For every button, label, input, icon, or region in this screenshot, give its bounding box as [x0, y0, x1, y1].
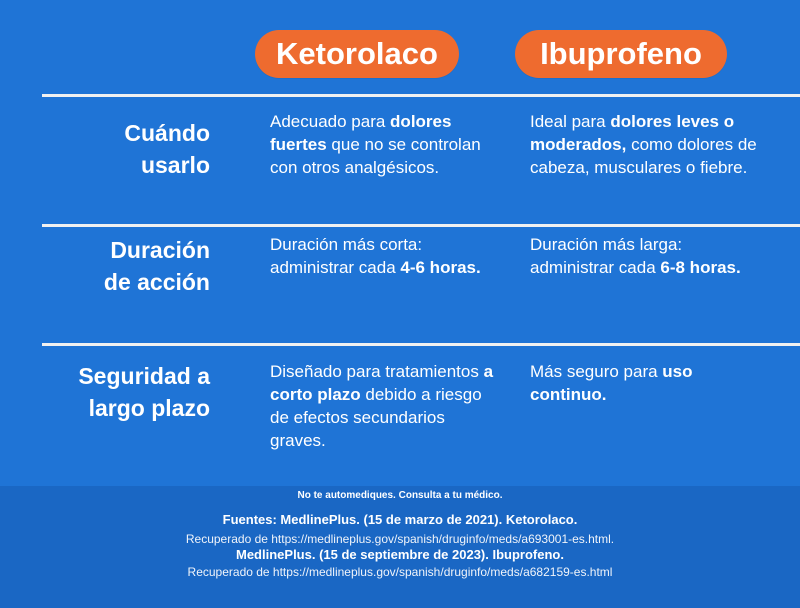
- cell-ibuprofeno-cuando: [530, 110, 770, 179]
- emphasis-text: dolores leves o moderados,: [530, 112, 735, 154]
- row-label-line: Cuándo: [124, 120, 210, 146]
- divider: [42, 343, 800, 346]
- source-ketorolaco-url: Recuperado de https://medlineplus.gov/spanish/druginfo/meds/a693001-es.html.: [185, 532, 615, 546]
- divider: [42, 94, 800, 97]
- cell-text: Más seguro para: [530, 362, 663, 381]
- cell-ketorolaco-seguridad: [270, 360, 500, 452]
- divider: [42, 224, 800, 227]
- cell-text: Diseñado para tratamientos: [270, 362, 484, 381]
- emphasis-text: uso continuo.: [530, 362, 693, 404]
- cell-text: Duración más corta: administrar cada: [270, 235, 423, 277]
- header-ketorolaco: Ketorolaco: [255, 30, 459, 78]
- cell-ibuprofeno-duracion: [530, 233, 770, 279]
- cell-ketorolaco-duracion: [270, 233, 506, 279]
- source-ibuprofeno-url: Recuperado de https://medlineplus.gov/spanish/druginfo/meds/a682159-es.html: [187, 565, 613, 579]
- row-label-line: usarlo: [140, 152, 210, 178]
- cell-ibuprofeno-seguridad: [530, 360, 770, 406]
- cell-text: que no se controlan con otros analgésicos.: [270, 135, 481, 177]
- cell-text: Adecuado para: [270, 112, 391, 131]
- source-ibuprofeno: MedlinePlus. (15 de septiembre de 2023). Ibuprofeno.: [236, 547, 564, 562]
- footer: [0, 486, 800, 608]
- emphasis-text: 4-6 horas.: [400, 258, 481, 277]
- row-label-duracion: [20, 234, 210, 298]
- cell-text: como dolores de cabeza, musculares o fiebre.: [530, 135, 757, 177]
- row-label-cuando-usarlo: [20, 117, 210, 181]
- emphasis-text: a corto plazo: [270, 362, 494, 404]
- row-label-line: Duración: [110, 237, 210, 263]
- cell-text: Duración más larga: administrar cada: [530, 235, 683, 277]
- row-label-seguridad: [20, 360, 210, 424]
- cell-text: Ideal para: [530, 112, 611, 131]
- cell-ketorolaco-cuando: [270, 110, 506, 179]
- cell-text: debido a riesgo de efectos secundarios graves.: [270, 385, 482, 450]
- row-label-line: Seguridad a: [78, 363, 210, 389]
- header-ibuprofeno: Ibuprofeno: [515, 30, 727, 78]
- row-label-line: largo plazo: [88, 395, 210, 421]
- disclaimer: No te automediques. Consulta a tu médico.: [297, 490, 503, 501]
- emphasis-text: dolores fuertes: [270, 112, 452, 154]
- emphasis-text: 6-8 horas.: [660, 258, 741, 277]
- source-ketorolaco: Fuentes: MedlinePlus. (15 de marzo de 2021). Ketorolaco.: [222, 512, 578, 527]
- row-label-line: de acción: [103, 269, 210, 295]
